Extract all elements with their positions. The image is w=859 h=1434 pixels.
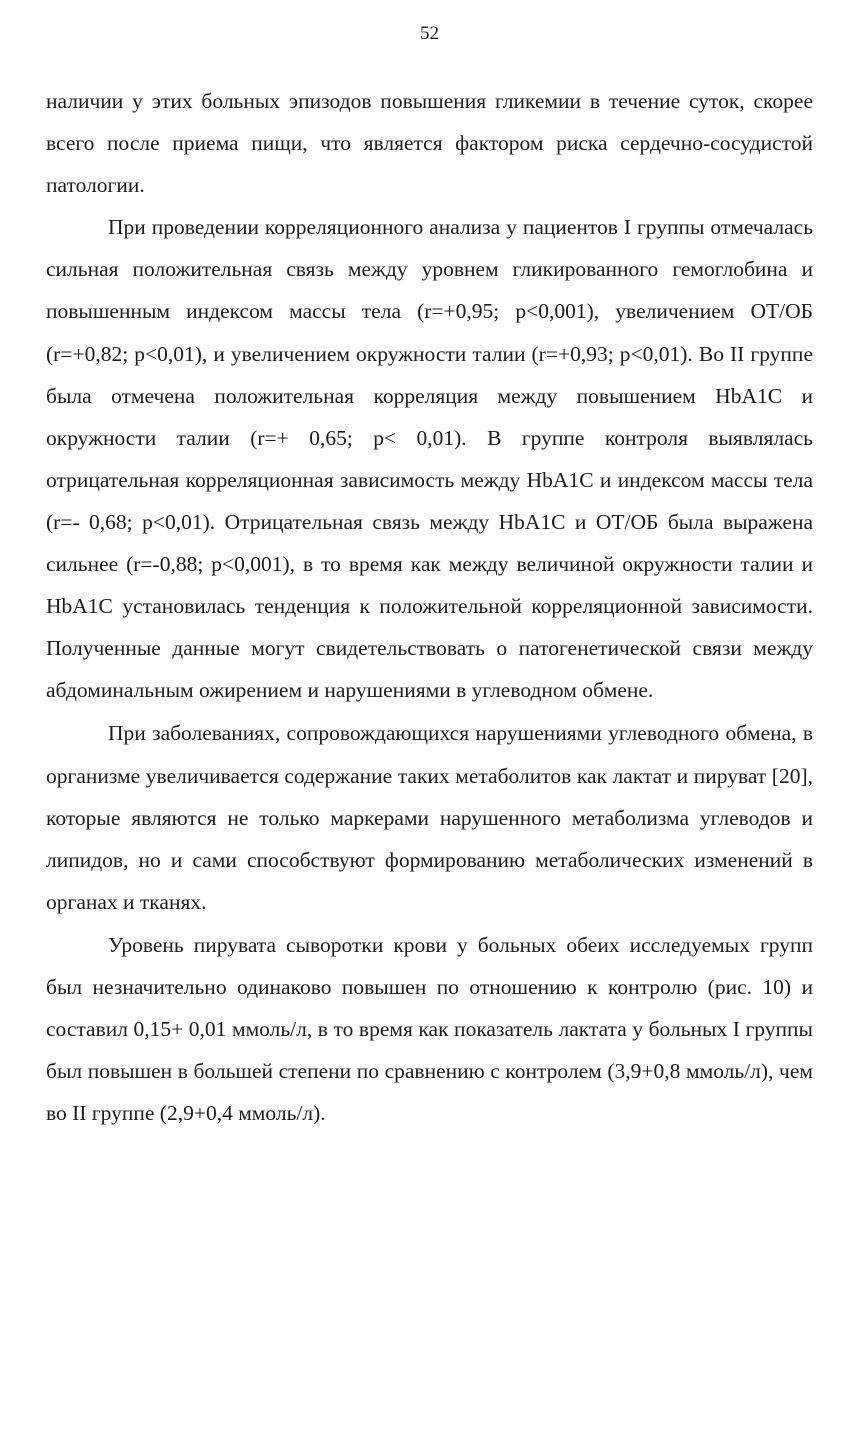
paragraph-metabolites: При заболеваниях, сопровождающихся нарушениями углеводного обмена, в организме увеличивается содержание таких метаболитов как лактат и пируват [20], которые являются не только маркерами нарушенного метаболизма углеводов и липидов, но и сами способствуют формированию метаболических изменений в органах и тканях. bbox=[46, 721, 813, 914]
document-body bbox=[46, 80, 813, 1134]
paragraph-continuation: наличии у этих больных эпизодов повышения гликемии в течение суток, скорее всего после приема пищи, что является фактором риска сердечно-сосудистой патологии. bbox=[46, 89, 813, 198]
paragraph-correlation-analysis: При проведении корреляционного анализа у пациентов I группы отмечалась сильная положительная связь между уровнем гликированного гемоглобина и повышенным индексом массы тела (r=+0,95; p<0,001), увеличением ОТ/ОБ (r=+0,82; p<0,01), и увеличением окружности талии (r=+0,93; p<0,01). Во II группе была отмечена положительная корреляция между повышением HbA1C и окружности талии (r=+ 0,65; p< 0,01). В группе контроля выявлялась отрицательная корреляционная зависимость между HbA1C и индексом массы тела (r=- 0,68; p<0,01). Отрицательная связь между HbA1C и ОТ/ОБ была выражена сильнее (r=-0,88; p<0,001), в то время как между величиной окружности талии и HbA1C установилась тенденция к положительной корреляционной зависимости. Полученные данные могут свидетельствовать о патогенетической связи между абдоминальным ожирением и нарушениями в углеводном обмене. bbox=[46, 215, 813, 703]
paragraph-pyruvate-lactate: Уровень пирувата сыворотки крови у больных обеих исследуемых групп был незначительно одинаково повышен по отношению к контролю (рис. 10) и составил 0,15+ 0,01 ммоль/л, в то время как показатель лактата у больных I группы был повышен в большей степени по сравнению с контролем (3,9+0,8 ммоль/л), чем во II группе (2,9+0,4 ммоль/л). bbox=[46, 932, 813, 1126]
page-number: 52 bbox=[420, 23, 439, 44]
